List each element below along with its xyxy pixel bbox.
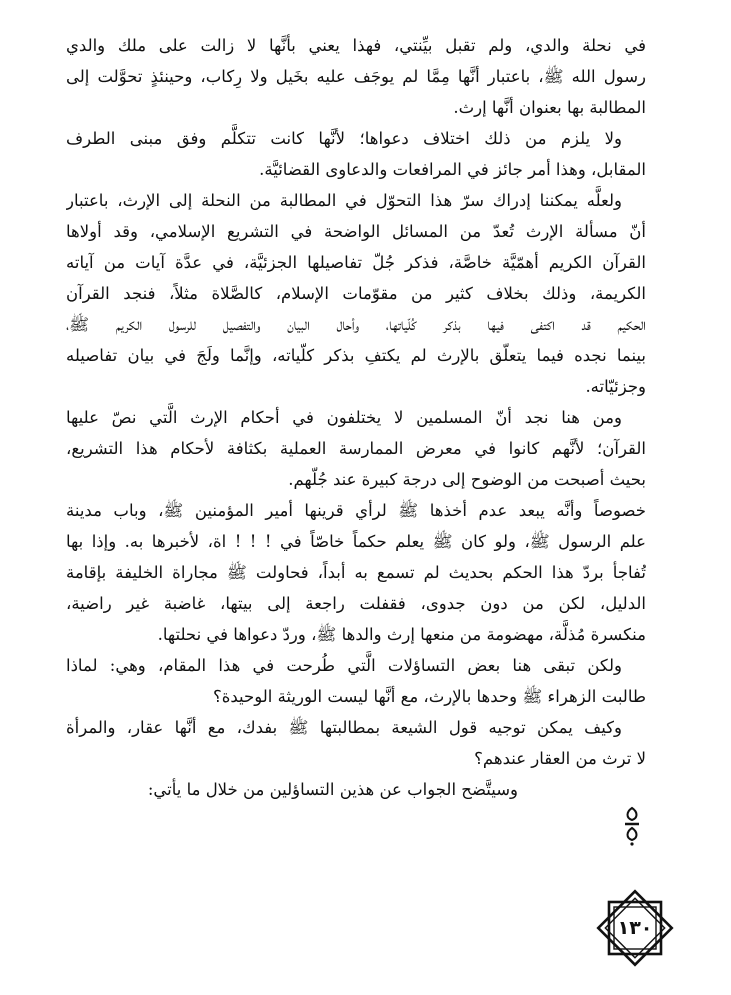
text-line: لا ترث من العقار عندهم؟ xyxy=(474,749,646,768)
text-line: تُفاجأ بردّ هذا الحكم بحديث لم تسمع به أبداً، فحاولت ﷺ مجاراة الخليفة بإقامة xyxy=(66,563,646,582)
text-line: المطالبة بها بعنوان أنَّها إرث. xyxy=(453,98,646,117)
arabesque-divider-icon xyxy=(622,806,642,846)
text-line: ولا يلزم من ذلك اختلاف دعواها؛ لأنَّها كانت تتكلَّم وفق مبنى الطرف xyxy=(66,129,622,148)
text-line: بحيث أصبحت من الوضوح إلى درجة كبيرة عند جُلّهم. xyxy=(288,470,646,489)
text-line: وكيف يمكن توجيه قول الشيعة بمطالبتها ﷺ بفدك، مع أنَّها عقار، والمرأة xyxy=(66,718,622,737)
text-line: الحكيم قد اكتفى فيها بذكر كُلّياتها، وأحال البيان والتفصيل للرسول الكريم ﷺ، xyxy=(66,315,646,334)
text-line: ومن هنا نجد أنّ المسلمين لا يختلفون في أحكام الإرث الَّتي نصّ عليها xyxy=(66,408,622,427)
text-line: رسول الله ﷺ، باعتبار أنَّها مِمَّا لم يوجَف عليه بخَيل ولا رِكاب، وحينئذٍ تحوَّلت إلى xyxy=(66,67,646,86)
text-line: منكسرة مُذلَّة، مهضومة من منعها إرث والدها ﷺ، وردّ دعواها في نحلتها. xyxy=(157,625,646,644)
text-line: ولعلَّه يمكننا إدراك سرّ هذا التحوّل في المطالبة من النحلة إلى الإرث، باعتبار xyxy=(66,191,622,210)
page-number: ١٣٠ xyxy=(617,917,653,939)
text-line: في نحلة والدي، ولم تقبل بيِّنتي، فهذا يعني بأنَّها لا زالت على ملك والدي xyxy=(66,36,646,55)
text-line: المقابل، وهذا أمر جائز في المرافعات والدعاوى القضائيَّة. xyxy=(259,160,646,179)
text-line: خصوصاً وأنَّه يبعد عدم أخذها ﷺ لرأي قرينها أمير المؤمنين ﷺ، وباب مدينة xyxy=(66,501,646,520)
text-line: علم الرسول ﷺ، ولو كان ﷺ يعلم حكماً خاصّاً في ! ! ! اة، لأخبرها به. وإذا بها xyxy=(66,532,646,551)
body-text xyxy=(66,30,646,805)
text-line: وجزئيّاته. xyxy=(585,377,646,396)
text-line: ولكن تبقى هنا بعض التساؤلات الَّتي طُرحت في هذا المقام، وهي: لماذا xyxy=(66,656,622,675)
text-line: طالبت الزهراء ﷺ وحدها بالإرث، مع أنَّها ليست الوريثة الوحيدة؟ xyxy=(212,687,646,706)
text-line: القرآن؛ لأنَّهم كانوا في معرض الممارسة العملية بكثافة لأحكام هذا التشريع، xyxy=(66,439,646,458)
text-line: الكريمة، وذلك بخلاف كثير من مقوّمات الإسلام، كالصَّلاة مثلاً، فنجد القرآن xyxy=(66,284,646,303)
text-line: الدليل، لكن من دون جدوى، فقفلت راجعة إلى بيتها، غاضبة غير راضية، xyxy=(66,594,646,613)
text-line: القرآن الكريم أهمّيَّة خاصَّة، فذكر جُلّ تفاصيلها الجزئيَّة، في عدَّة آيات من آياته xyxy=(66,253,646,272)
text-line: وسيتَّضح الجواب عن هذين التساؤلين من خلال ما يأتي: xyxy=(147,780,518,799)
text-line: أنّ مسألة الإرث تُعدّ من المسائل الواضحة في التشريع الإسلامي، وقد أولاها xyxy=(66,222,646,241)
text-line: بينما نجده فيما يتعلّق بالإرث لم يكتفِ بذكر كلّياته، وإنَّما ولَجَ في بيان تفاصيله xyxy=(66,346,646,365)
